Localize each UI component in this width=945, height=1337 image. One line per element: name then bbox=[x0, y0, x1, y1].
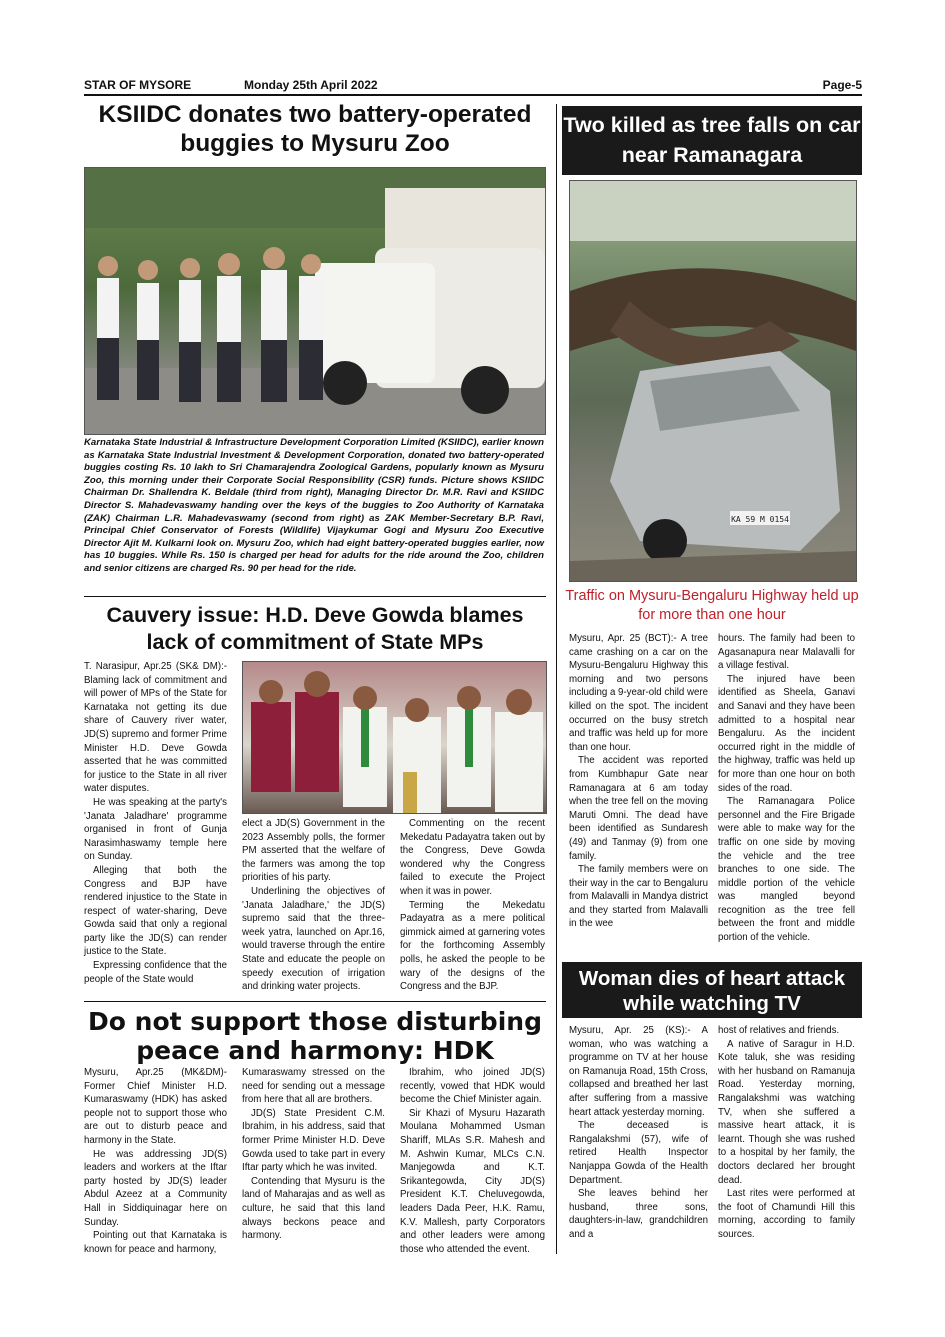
heart-col1 bbox=[569, 1024, 708, 1242]
paragraph: Mysuru, Apr. 25 (BCT):- A tree came crashing on a car on the Mysuru-Bengaluru Highway this morning and two persons including a 9-year-old child were killed on the spot. The incident occurred on the busy stretch and traffic was held up for more than one hour. bbox=[569, 633, 708, 753]
paragraph: She leaves behind her husband, three sons, daughters-in-law, grandchildren and a bbox=[569, 1188, 708, 1240]
paragraph: Expressing confidence that the people of the State would bbox=[84, 960, 227, 985]
paragraph: Commenting on the recent Mekedatu Padayatra taken out by the Congress, Deve Gowda wondered why the Congress failed to execute the Project when it was in power. bbox=[400, 818, 545, 897]
paragraph: The Ramanagara Police personnel and the Fire Brigade were able to make way for the traffic on one side by moving the vehicle and the tree branches to one side. The middle portion of the vehicle was mangled beyond recognition as the tree fell between the front and middle portion of the vehicle. bbox=[718, 796, 855, 944]
paragraph: Pointing out that Karnataka is known for peace and harmony, bbox=[84, 1230, 227, 1255]
divider bbox=[84, 596, 546, 597]
paragraph: JD(S) State President C.M. Ibrahim, in his address, said that former Prime Minister H.D. Deve Gowda used to take part in every Iftar party which he was invited. bbox=[242, 1107, 385, 1174]
paragraph: The deceased is Rangalakshmi (57), wife of retired Health Inspector Nanjappa Gowda of the Health Department. bbox=[569, 1120, 708, 1186]
hdk-col1 bbox=[84, 1066, 227, 1256]
headline-cauvery: Cauvery issue: H.D. Deve Gowda blames lack of commitment of State MPs bbox=[106, 603, 524, 654]
masthead-paper: STAR OF MYSORE bbox=[84, 78, 192, 92]
paragraph: A native of Saragur in H.D. Kote taluk, she was residing with her husband on Ramanuja Road. Yesterday morning, Rangalakshmi was watching TV, when she suffered a massive heart attack, it is learnt. Though she was rushed to a hospital by her family, the doctors declared her brought dead. bbox=[718, 1038, 855, 1186]
paragraph: Ibrahim, who joined JD(S) recently, vowed that HDK would become the Chief Minister again. bbox=[400, 1067, 545, 1106]
headline-hdk: Do not support those disturbing peace and harmony: HDK bbox=[88, 1007, 542, 1065]
cauvery-col3 bbox=[400, 817, 545, 994]
paragraph: Mysuru, Apr.25 (MK&DM)- Former Chief Minister H.D. Kumaraswamy (HDK) has asked people not to support those who are out to disturb peace and harmony in the State. bbox=[84, 1067, 227, 1146]
hdk-col3 bbox=[400, 1066, 545, 1256]
heart-col2 bbox=[718, 1024, 855, 1242]
paragraph: Terming the Mekedatu Padayatra as a mere political gimmick aimed at garnering votes for the forthcoming Assembly polls, he asked the people to be wary of the designs of the Congress and the BJP. bbox=[400, 899, 545, 993]
photo-icon bbox=[243, 662, 546, 813]
paragraph: Mysuru, Apr. 25 (KS):- A woman, who was watching a programme on TV at her house on Ramanuja Road, 15th Cross, collapsed and breathed her last after suffering from a massive heart attack yesterday morning. bbox=[569, 1025, 708, 1118]
paragraph: Last rites were performed at the foot of Chamundi Hill this morning, according to family sources. bbox=[718, 1188, 855, 1240]
paragraph: elect a JD(S) Government in the 2023 Assembly polls, the former PM asserted that the welfare of the farmers was among the top priorities of his party. bbox=[242, 818, 385, 884]
photo-icon bbox=[570, 181, 856, 581]
paragraph: The family members were on their way in the car to Bengaluru from Malavalli in Mandya district and they started from Malavalli in the wee bbox=[569, 864, 708, 930]
cauvery-col1 bbox=[84, 660, 227, 986]
caption-ksiidc: Karnataka State Industrial & Infrastructure Development Corporation Limited (KSIIDC), earlier known as Karnataka State Industrial Investment & Development Corporation, donated two battery-operated buggies costing Rs. 10 lakh to Sri Chamarajendra Zoological Gardens, popularly known as Mysuru Zoo, this morning under their Corporate Social Responsibility (CSR) funds. Picture shows KSIIDC Chairman Dr. Shallendra K. Beldale (third from right), Managing Director Dr. M.R. Ravi and KSIIDC Director S. Mahadevaswamy handing over the keys of the buggies to Zoo Authority of Karnataka (ZAK) Chairman L.R. Mahadevaswamy (second from right) as ZAK Member-Secretary B.P. Ravi, Principal Chief Conservator of Forests (Wildlife) Vijaykumar Gogi and Mysuru Zoo Executive Director Ajit M. Kulkarni look on. Mysuru Zoo, which had eight battery-operated buggies earlier, now has 10 buggies. While Rs. 150 is charged per head for adults for the ride around the Zoo, children and senior citizens are charged Rs. 90 per head for the ride. bbox=[84, 437, 544, 574]
headline-ksiidc: KSIIDC donates two battery-operated buggies to Mysuru Zoo bbox=[98, 101, 532, 157]
paragraph: host of relatives and friends. bbox=[718, 1025, 840, 1036]
paragraph: Kumaraswamy stressed on the need for sending out a message from here that all are brothers. bbox=[242, 1067, 385, 1106]
photo-buggies bbox=[84, 167, 546, 435]
paragraph: Underlining the objectives of 'Janata Jaladhare,' the JD(S) supremo said that the three-week yatra, launched on Apr.16, would traverse through the entire State and educate the people on speedy execution of irrigation and drinking water projects. bbox=[242, 885, 385, 993]
subhead-traffic: Traffic on Mysuru-Bengaluru Highway held up for more than one hour bbox=[565, 588, 859, 623]
paragraph: The injured have been identified as Sheela, Ganavi and Sanavi and they have been admitted to a hospital near Bengaluru. As the incident occurred right in the middle of the highway, traffic was held up for more than one hour on both sides of the road. bbox=[718, 673, 855, 794]
masthead-date: Monday 25th April 2022 bbox=[244, 78, 378, 92]
paragraph: He was addressing JD(S) leaders and workers at the Iftar party hosted by JD(S) leader Abdul Azeez at a Community Hall in Siddiquinagar here on Sunday. bbox=[84, 1148, 227, 1228]
tree-col1 bbox=[569, 632, 708, 931]
tree-col2 bbox=[718, 632, 855, 945]
hdk-col2 bbox=[242, 1066, 385, 1243]
divider bbox=[84, 1001, 546, 1002]
masthead bbox=[84, 78, 862, 94]
license-plate: KA 59 M 0154 bbox=[731, 515, 789, 524]
paragraph: The accident was reported from Kumbhapur Gate near Ramanagara at 6 am today when the tree fell on the moving Maruti Omni. The dead have been identified as Sundaresh (49) and Tanmay (9) from one family. bbox=[569, 755, 708, 862]
paragraph: Contending that Mysuru is the land of Maharajas and as well as culture, he said that this land always beckons peace and harmony. bbox=[242, 1175, 385, 1242]
headline-heart-attack: Woman dies of heart attack while watching TV bbox=[562, 962, 862, 1018]
paragraph: hours. The family had been to Agasanapura near Malavalli for a village festival. bbox=[718, 633, 855, 672]
masthead-rule bbox=[84, 94, 862, 96]
photo-crushed-car bbox=[569, 180, 857, 582]
column-divider bbox=[556, 104, 557, 1254]
paragraph: Alleging that both the Congress and BJP have rendered injustice to the State in respect of water-sharing, Deve Gowda said that only a regional party like the JD(S) can render justice to the State. bbox=[84, 864, 227, 958]
paragraph: T. Narasipur, Apr.25 (SK& DM):- Blaming lack of commitment and will power of MPs of the State for Karnataka not getting its due share of Cauvery river water, JD(S) supremo and former Prime Minister H.D. Deve Gowda asserted that he was committed for justice to the State in all river water disputes. bbox=[84, 661, 227, 795]
photo-deve-gowda bbox=[242, 661, 547, 814]
photo-icon bbox=[85, 168, 545, 434]
masthead-page: Page-5 bbox=[822, 78, 862, 92]
cauvery-col2 bbox=[242, 817, 385, 994]
paragraph: He was speaking at the party's 'Janata Jaladhare' programme organised in front of Gunja Narasimhaswamy temple here on Sunday. bbox=[84, 796, 227, 863]
paragraph: Sir Khazi of Mysuru Hazarath Moulana Mohammed Usman Shariff, MLAs S.R. Mahesh and M. Ashwin Kumar, MLCs C.N. Manjegowda and K.T. Srikantegowda, City JD(S) President K.T. Cheluvegowda, leaders Dada Peer, H.K. Ramu, K.V. Mallesh, party Corporators and other leaders were among those who attended the event. bbox=[400, 1107, 545, 1255]
headline-tree-falls: Two killed as tree falls on car near Ramanagara bbox=[562, 106, 862, 175]
